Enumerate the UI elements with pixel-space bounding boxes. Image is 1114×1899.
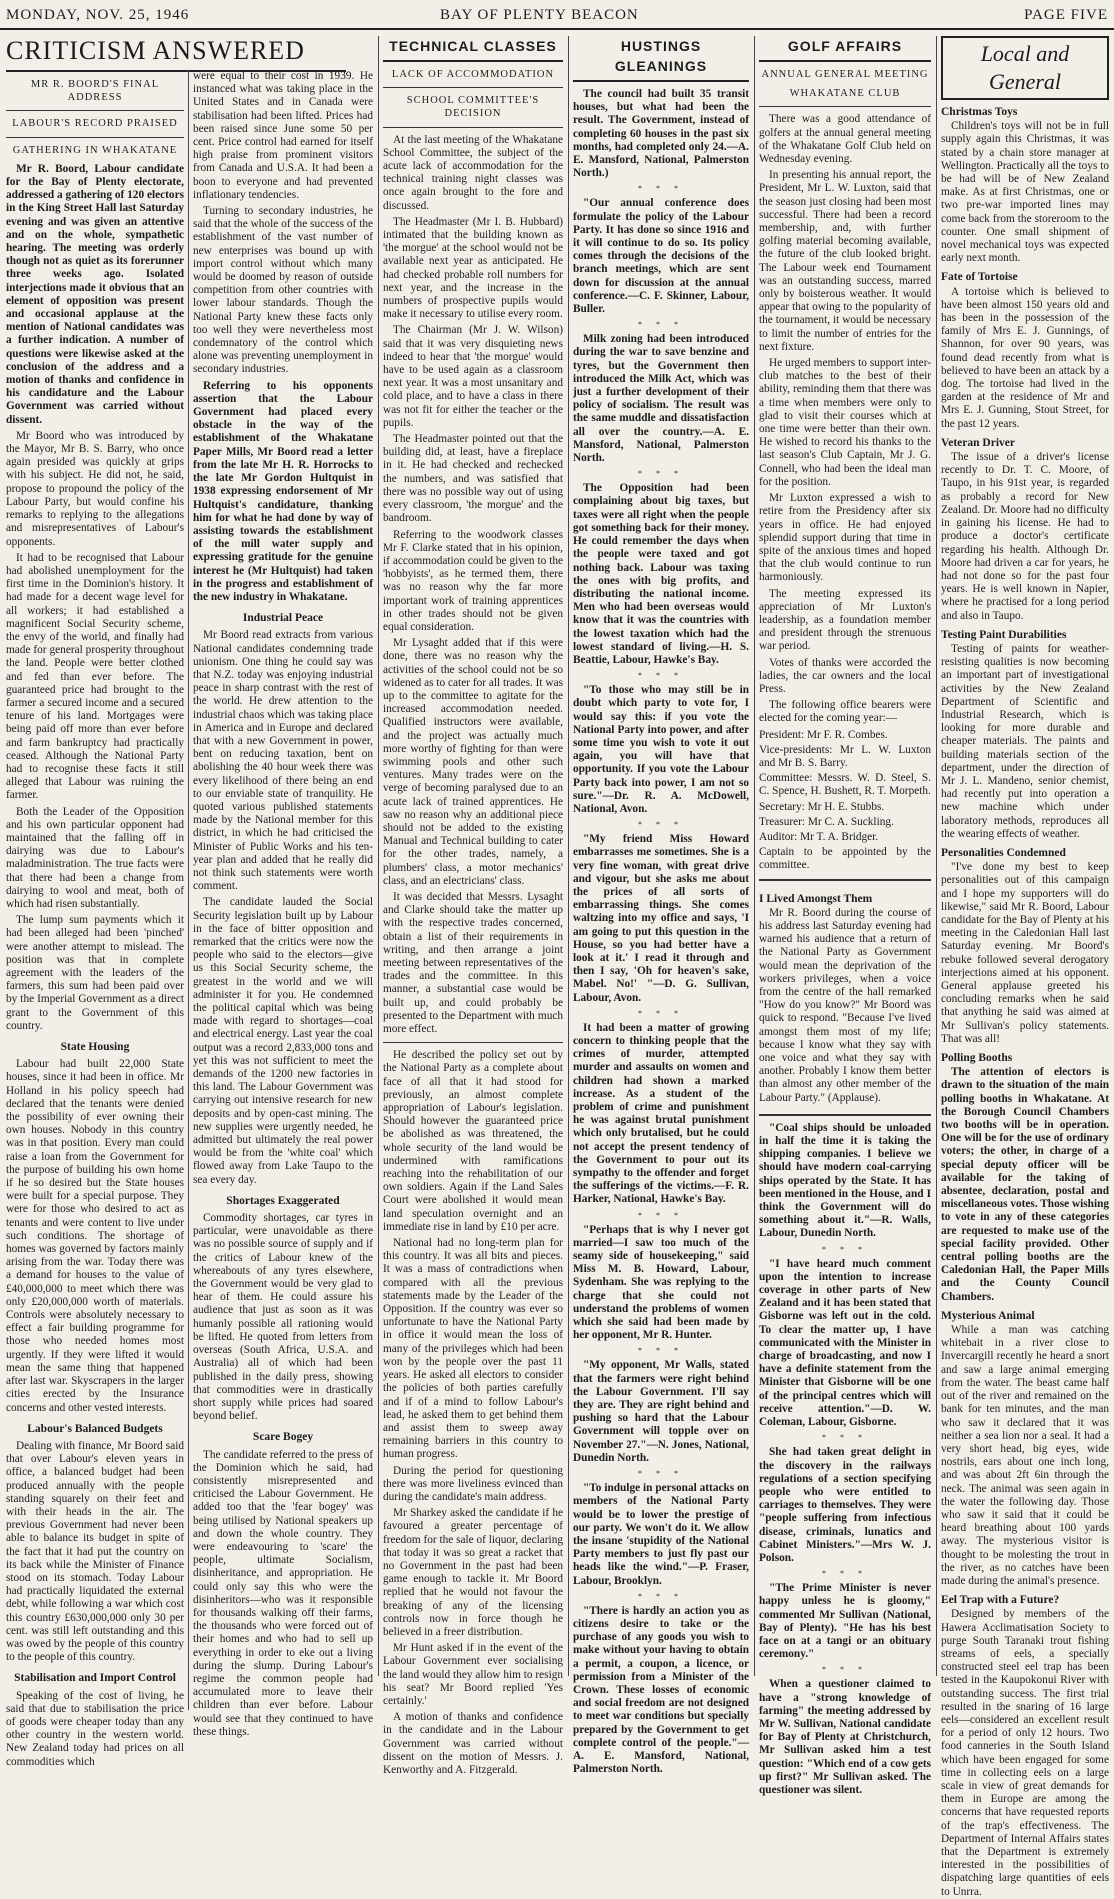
separator-stars: * * * <box>638 671 684 681</box>
separator-stars: * * * <box>638 184 684 194</box>
article-paragraph: During the period for questioning there was more liveliness evinced than during the candidate's main address. <box>383 1464 563 1503</box>
article-paragraph: A tortoise which is believed to have been almost 150 years old and has been in the possession of the family of Mrs E. J. Gunnings, of Shannon, for over 90 years, was found dead recently from what is believed to have been an attack by a dog. The tortoise had lived in the garden at the residence of Mr and Mrs E. J. Gunning, Stout Street, for the past 12 years. <box>941 285 1109 430</box>
subhead-shortages: Shortages Exaggerated <box>226 1194 340 1207</box>
article-paragraph: National had no long-term plan for this country. It was all bits and pieces. It was a mass of contradictions when compared with all the previous statements made by the Leader of the Opposition. If the country was ever so unfortunate to have the National Party in office it would mean the loss of many of the privileges which had been won by the people over the past 11 years. He asked all electors to consider the policies of both parties carefully and if of a mind to follow Labour's lead, he asked them to get behind them and assist them to sweep away remaining barriers in this country to human progress. <box>383 1237 563 1461</box>
article-divider <box>383 1042 563 1043</box>
separator-stars: * * * <box>638 320 684 330</box>
separator-stars: * * * <box>638 1210 684 1220</box>
article-paragraph: He urged members to support inter-club matches to the best of their ability, reminding them that there was a time when members were only to glad to visit their courses which at one time were better than their own. He wished to record his thanks to the last season's Club Captain, Mr J. G. Connell, who had been the ideal man for the position. <box>759 357 931 488</box>
subhead-christmas-toys: Christmas Toys <box>941 106 1018 118</box>
article-paragraph: The issue of a driver's license recently to Dr. T. C. Moore, of Taupo, in his 91st year, is regarded as probably a record for New Zealand. Dr. Moore had no difficulty in gaining his license. He had to produce a doctor's certificate regarding his health. Although Dr. Moore had driven a car for years, he had not done so for the past four years. He is well known in Napier, where he practised for a long period and also in Taupo. <box>941 451 1109 622</box>
quote-item: The council had built 35 transit houses, but what had been the result. The Government, instead of completing 60 houses in the past six months, had completed only 24.—A. E. Mansford, National, Palmerston North.) <box>573 88 749 180</box>
article-paragraph: While a man was catching whitebait in a river close to Invercargill recently he heard a snort and saw a large animal emerging from the water. The beast came half out of the river and remained on the bank for ten minutes, and the man who saw it declared that it was neither a sea lion nor a seal. It had a very short head, big eyes, wide nostrils, ears about one inch long, and was about 2ft 6in through the neck. The animal was seen again in the water the following day. Those who saw it said that it could be heard breathing about 100 yards away. The mysterious visitor is thought to be molesting the trout in the river, as no catches have been made during the animal's presence. <box>941 1324 1109 1587</box>
separator-stars: * * * <box>638 469 684 479</box>
column-rule <box>936 36 937 1676</box>
quote-item: "The Prime Minister is never happy unless he is gloomy," commented Mr Sullivan (National, Bay of Plenty). "He has his best face on at a tangi or an obituary ceremony." <box>759 1582 931 1661</box>
office-bearer: Captain to be appointed by the committee. <box>759 846 931 872</box>
office-bearer: Secretary: Mr H. E. Stubbs. <box>759 800 885 813</box>
quote-item: "To indulge in personal attacks on members of the National Party would be to lower the prestige of our party. We won't do it. We allow the insane 'stupidity of the National Party members to just fly past our heads like the wind."—P. Fraser, Labour, Brooklyn. <box>573 1482 749 1587</box>
column-rule <box>378 36 379 1676</box>
article-paragraph: Both the Leader of the Opposition and his own particular opponent had maintained that the falling off in dairying was due to Labour's maladministration. The true facts were that there had been a change from dairying to wool and meat, both of which had risen substantially. <box>6 805 184 910</box>
quote-item: She had taken great delight in the discovery in the railways regulations of a section specifying people who were entitled to carriages to themselves. They were "people suffering from infectious disease, criminals, lunatics and Cabinet Ministers."—Mrs W. J. Polson. <box>759 1446 931 1564</box>
headline-hustings-gleanings: HUSTINGS GLEANINGS <box>573 36 749 82</box>
article-paragraph: were equal to their cost in 1939. He instanced what was taking place in the United States and in Canada were stabilisation had been lifted. Prices had been raised since June some 50 per cent. Price control had earned for itself high praise from prominent visitors from Canada and U.S.A. It had been a boon to everyone and had prevented inflationary tendencies. <box>193 70 373 201</box>
article-paragraph: Commodity shortages, car tyres in particular, were unavoidable as there was no possible source of supply and if the critics of Labour knew of the whereabouts of any tyres elsewhere, the Government would be very glad to hear of them. He could assure his audience that just as soon as it was humanly possible all rationing would be lifted. He quoted from letters from overseas (South Africa, U.S.A. and Australia) all of which had been published in the daily press, showing that commodities were in drastically short supply while prices had soared beyond belief. <box>193 1212 373 1423</box>
column-rule <box>188 70 189 1710</box>
article-paragraph: Children's toys will not be in full supply again this Christmas, it was stated by a chain store manager at Wellington. Practically all the toys to be had will be of New Zealand make. As at first Christmas, one or two pre-war imported lines may come back from the storeroom to the counter. One small shipment of novel mechanical toys was expected early next month. <box>941 120 1109 265</box>
article-paragraph: At the last meeting of the Whakatane School Committee, the subject of the acute lack of accommodation for the technical training night classes was once again brought to the fore and discussed. <box>383 133 563 212</box>
office-bearer: President: Mr F. R. Combes. <box>759 728 888 741</box>
article-paragraph: Mr Luxton expressed a wish to retire from the Presidency after six years in office. He had enjoyed splendid support during that time in spite of the anxious times and hoped that the club would continue to run harmoniously. <box>759 492 931 584</box>
deck-whakatane-club: WHAKATANE CLUB <box>759 87 931 107</box>
article-paragraph: The Chairman (Mr J. W. Wilson) said that it was very disquieting news indeed to hear that 'the morgue' would have to be used again as a classroom next year. It was a most unsanitary and cold place, and to have a class in there was not fit for either the teacher or the pupils. <box>383 324 563 429</box>
column-rule <box>754 36 755 1676</box>
lead-paragraph: Mr R. Boord, Labour candidate for the Bay of Plenty electorate, addressed a gathering of 120 electors in the King Street Hall last Saturday evening and was given an attentive and on the whole, sympathetic hearing. The meeting was orderly though not as quiet as its forerunner three weeks ago. Isolated interjections made it obvious that an element of opposition was present and occasional applause at the mention of National candidates was a further indication. A number of questions were likewise asked at the conclusion of the address and a motion of thanks and confidence in his candidature and the Labour Government was carried without dissent. <box>6 162 184 426</box>
subhead-veteran-driver: Veteran Driver <box>941 436 1015 449</box>
office-bearer: Auditor: Mr T. A. Bridger. <box>759 830 879 843</box>
article-paragraph: Mr Sharkey asked the candidate if he favoured a greater percentage of freedom for the sale of liquor, declaring that today it was so great a racket that no Government in the past had been game enough to tackle it. Mr Boord replied that he would not favour the breaking of any of the licensing controls now in force though he believed in a freer distribution. <box>383 1507 563 1638</box>
newspaper-name: BAY OF PLENTY BEACON <box>440 7 639 23</box>
article-paragraph: Mr Boord who was introduced by the Mayor, Mr B. S. Barry, who once again presided was quickly at grips with his subject. He did not, he said, propose to propound the policy of the Labour Party, but would confine his remarks to replying to the allegations and misrepresentatives of Labour's opponents. <box>6 429 184 548</box>
deck-record-praised: LABOUR'S RECORD PRAISED <box>6 117 184 137</box>
quote-item: "I have heard much comment upon the intention to increase coverage in other parts of New Zealand and it has been stated that Gisborne was left out in the cold. To clear the matter up, I have communicated with the Minister in charge of broadcasting, and now I have a definite statement from the Minister that Gisborne will be one of the principal centres which will receive attention."—D. W. Coleman, Labour, Gisborne. <box>759 1257 931 1429</box>
article-paragraph: Designed by members of the Hawera Acclimatisation Society to purge South Taranaki trout fishing streams of eels, a specially constructed steel eel trap has been tested in the Kaupokonui River with outstanding success. The first trial resulted in the snaring of 16 large eels—considered an excellent result for a period of only 12 hours. Two food canneries in the South Island which have been engaged for some time in collecting eels on a large scale in view of great demands for them in Europe are among the concerns that have requested reports of the trap's effectiveness. The Department of Internal Affairs states that the Department is extremely interested in the possibilities of dispatching large quantities of eels to Unrra. <box>941 1608 1109 1898</box>
separator-stars: * * * <box>822 1569 868 1579</box>
subhead-industrial-peace: Industrial Peace <box>242 612 324 625</box>
deck-gathering: GATHERING IN WHAKATANE <box>12 144 178 156</box>
article-paragraph: The candidate referred to the press of the Dominion which he said, had consistently misrepresented and criticised the Labour Government. He added too that the 'fear bogey' was being utilised by National speakers up and down the whole country. They were endeavouring to 'scare' the people, ultimate Socialism, disinheritance, and appropriation. He could only say this who were the disinheritors—who was it responsible for thousands walking off their farms, the thousands who were forced out of their homes and who had to sell up everything in order to eke out a living during the slump. During Labour's regime the common people had accumulated more to leave their children than ever before. Labour would see that they continued to have these things. <box>193 1448 373 1738</box>
masthead <box>0 0 1114 30</box>
subhead-polling-booths: Polling Booths <box>941 1052 1013 1065</box>
office-bearer: Treasurer: Mr C. A. Suckling. <box>759 815 894 828</box>
article-paragraph: The following office bearers were elected for the coming year:— <box>759 699 931 725</box>
subhead-stabilisation: Stabilisation and Import Control <box>14 1672 176 1685</box>
article-paragraph: It had to be recognised that Labour had abolished unemployment for the first time in the Dominion's history. It had made for a decent wage level for all workers; it had established a magnificent Social Security scheme, the envy of the world, and finally had made for general prosperity throughout the land. People were better clothed and fed than ever before. The guaranteed price had brought to the farmer a secured income and a secured tenure of his land. Mortgages were being paid off more than ever before and farm bankruptcy had practically ceased. Although the National Party had to recognise these facts it still alleged that Labour was ruining the farmer. <box>6 551 184 802</box>
article-paragraph: Dealing with finance, Mr Boord said that over Labour's eleven years in office, a balanced budget had been produced annually with the people standing squarely on their feet and with their heads in the air. The previous Government had never been able to balance its budget in spite of the fact that it had put the country on its back while the Minister of Finance stood on its stomach. Today Labour had practically liquidated the external debt, while following a war which cost this country £630,000,000 only 30 per cent. was still left outstanding and this was owed by the people of this country to the people of this country. <box>6 1439 184 1664</box>
separator-stars: * * * <box>822 1665 868 1675</box>
quote-item: "Coal ships should be unloaded in half the time it is taking the shipping companies. I believe we should have modern coal-carrying ships operated by the State. It has been mentioned in the House, and I think the Government will do something about it."—R. Walls, Labour, Dunedin North. <box>759 1121 931 1240</box>
article-paragraph: Testing of paints for weather-resisting qualities is now becoming an important part of investigational activities by the New Zealand Department of Scientific and Industrial Research, which is looking for more durable and cheaper materials. The paints and building materials section of the department, under the direction of Mr J. L. Mandeno, senior chemist, had recently put into operation a new machine which under laboratory methods, reproduces all the wearing effects of weather. <box>941 642 1109 840</box>
article-paragraph: It was decided that Messrs. Lysaght and Clarke should take the matter up with the respective trades concerned, obtain a list of their requirements in writing, and then arrange a joint meeting between representatives of the trades and the committee. In this manner, a substantial case would be built up, and could probably be presented to the Department with much more effect. <box>383 890 563 1036</box>
subhead-balanced-budgets: Labour's Balanced Budgets <box>27 1422 163 1435</box>
quote-item: "Our annual conference does formulate the policy of the Labour Party. It has done so since 1916 and it will continue to do so. Its policy comes through the decisions of the branch meetings, which are sent down for discussion at the annual conference.—C. F. Skinner, Labour, Buller. <box>573 197 749 316</box>
office-bearer: Vice-presidents: Mr L. W. Luxton and Mr B. S. Barry. <box>759 743 931 769</box>
subhead-eel-trap: Eel Trap with a Future? <box>941 1594 1060 1607</box>
subhead-fate-of-tortoise: Fate of Tortoise <box>941 271 1018 284</box>
separator-stars: * * * <box>822 1433 868 1443</box>
column-hustings-gleanings <box>573 36 749 1776</box>
article-paragraph: Mr Hunt asked if in the event of the Labour Government ever socialising the land would they allow him to resign his seat? Mr Boord replied 'Yes certainly.' <box>383 1642 563 1707</box>
article-paragraph: Labour had built 22,000 State houses, since it had been in office. Mr Holland in his policy speech had declared that the tenants were denied the possibility of ever owning their own houses. Nobody in this country was in that position. Every man could raise a loan from the Government for the purpose of building his own home if he so desired but the State houses were built for a special purpose. They were for those who desired to act as tenants and were content to live under such conditions. The shortage of homes was governed by factors mainly arising from the war. Today there was a demand for houses to the value of £40,000,000 to meet which there was only £20,000,000 worth of materials. Controls were absolutely necessary to effect a fair building programme for those who needed homes most urgently. If they were lifted it would mean the same thing that happened after last war. Skyscrapers in the larger cities erected by the Insurance concerns and other vested interests. <box>6 1058 184 1414</box>
headline-local-and-general: Local and General <box>941 36 1109 100</box>
subhead-personalities-condemned: Personalities Condemned <box>941 846 1066 859</box>
article-paragraph: Mr R. Boord during the course of his address last Saturday evening had warned his audience that a return of the National Party as Government would mean the deprivation of the workers privileges, when a voice from the centre of the hall remarked "How do you know?" Mr Boord was quick to respond. "Because I've lived amongst them most of my life; because I know what they say with one voice and what they say with another. Probably I know them better than almost any other member of the Labour Party." (Applause). <box>759 906 931 1104</box>
subhead-state-housing: State Housing <box>60 1041 130 1054</box>
article-paragraph: The Headmaster (Mr I. B. Hubbard) intimated that the building known as 'the morgue' at the school would not be available next year as anticipated. He had checked probable roll numbers for next year, and the increase in the numbers of prospective pupils would make it necessary to utilise every room. <box>383 215 563 321</box>
article-paragraph: Mr Boord read extracts from various National candidates condemning trade unionism. One thing he could say was that N.Z. today was enjoying industrial peace in sharp contrast with the rest of the world. He drew attention to the industrial chaos which was taking place in America and in Europe and declared that with a new Government in power, bent on reducing taxation, bent on abolishing the 40 hour week there was every likelihood of there being an end to our enviable state of tranquility. He quoted various published statements made by the National member for this district, in which he had criticised the Minister of Public Works and his ten-year plan and added that he really did not think such statements were worth comment. <box>193 629 373 893</box>
separator-stars: * * * <box>638 820 684 830</box>
separator-stars: * * * <box>822 1244 868 1254</box>
column-local-and-general <box>941 36 1110 1898</box>
separator-stars: * * * <box>638 1469 684 1479</box>
article-paragraph: He described the policy set out by the National Party as a complete about face of all that it had stood for previously, an almost complete appropriation of Labour's legislation. Should however the guaranteed price be abolished as was threatened, the whole security of the land would be undermined with ramifications reaching into the rehabilitation of our own soldiers. Again if the Land Sales Court were abolished it would mean land speculation overnight and an immediate rise in land by £10 per acre. <box>383 1049 563 1233</box>
quote-item: "Perhaps that is why I never got married—I saw too much of the seamy side of housekeeping," said Miss M. B. Howard, Labour, Sydenham. She was replying to the charge that she could not understand the problems of women which she said had been made by her opponent, Mr R. Hunter. <box>573 1223 749 1342</box>
deck-final-address: MR R. BOORD'S FINAL ADDRESS <box>6 78 184 111</box>
quote-item: "My friend Miss Howard embarrasses me sometimes. She is a very fine woman, with great drive and vigour, but she asks me about the prices of all sorts of embarrassing things. She comes waltzing into my office and says, 'I am going to put this question in the House, so you had better have a look at it.' I read it through and then I say, 'Oh for heaven's sake, Mabel. No!' "—D. G. Sullivan, Labour, Avon. <box>573 833 749 1004</box>
quote-item: "There is hardly an action you as citizens desire to take or the purchase of any goods you wish to make without your having to obtain a permit, a coupon, a licence, or permission from a Minister of the Crown. These losses of economic and social freedom are not designed to meet war conditions but specially prepared by the Government to get complete control of the people."—A. E. Mansford, National, Palmerston North. <box>573 1604 749 1776</box>
quote-item: Milk zoning had been introduced during the war to save benzine and tyres, but the Government then introduced the Milk Act, which was just a further development of their policy of socialism. The result was the same muddle and dissatisfaction all over the country.—A. E. Mansford, National, Palmerston North. <box>573 333 749 465</box>
article-paragraph: The candidate lauded the Social Security legislation built up by Labour in the face of bitter opposition and remarked that the critics were now the people who said to the electors—give us this Social Security scheme, the greatest in the world and we will administer it for you. He condemned the political capital which was being made with regard to shortages—coal and electrical energy. Last year the coal output was a record 2,833,000 tons and yet this was not sufficient to meet the demands of the 1200 new factories in this land. The Labour Government was carrying out intensive research for new deposits and by open-cast mining. The new supplies were urgently needed, he admitted but ultimately the real power would be from the 'white coal' which flowed away from Lake Taupo to the sea every day. <box>193 896 373 1186</box>
column-golf-affairs <box>759 36 931 1796</box>
quote-item: When a questioner claimed to have a "strong knowledge of farming" the meeting addressed by Mr W. Sullivan, National candidate for Bay of Plenty at Christchurch, Mr Sullivan asked him a test question: "Which end of a cow gets up first?" Mr Sullivan asked. The questioner was silent. <box>759 1678 931 1796</box>
quote-item: "To those who may still be in doubt which party to vote for, I would say this: if you vote the National Party into power, and after some time you wish to vote it out again, you will have that opportunity. If you vote the Labour Party back into power, I am not so sure."—Dr. R. A. McDowell, National, Avon. <box>573 684 749 815</box>
separator-stars: * * * <box>638 1346 684 1356</box>
column-criticism-continued <box>193 70 373 1738</box>
subhead-testing-paint: Testing Paint Durabilities <box>941 628 1067 641</box>
quote-item: "My opponent, Mr Walls, stated that the farmers were right behind the Labour Government. I'll say they are. They are right behind and pushing so hard that the Labour Government will topple over on November 27."—N. Jones, National, Dunedin North. <box>573 1359 749 1464</box>
article-paragraph: Speaking of the cost of living, he said that due to stabilisation the price of goods were cheaper today than any other country in the western world. New Zealand today had prices on all commodities which <box>6 1689 184 1768</box>
headline-golf-affairs: GOLF AFFAIRS <box>759 36 931 62</box>
deck-annual-meeting: ANNUAL GENERAL MEETING <box>761 69 929 80</box>
subhead-lived-amongst-them: I Lived Amongst Them <box>759 892 873 905</box>
separator-stars: * * * <box>638 1591 684 1601</box>
article-paragraph: The Headmaster pointed out that the building did, at least, have a fireplace in it. He had checked and rechecked the numbers, and was satisfied that there was no possible way out of using every classroom, 'the morgue' and the bandroom. <box>383 433 563 525</box>
subhead-scare-bogey: Scare Bogey <box>252 1431 314 1444</box>
article-paragraph: There was a good attendance of golfers at the annual general meeting of the Whakatane Golf Club held on Wednesday evening. <box>759 113 931 166</box>
article-paragraph: The attention of electors is drawn to the situation of the main polling booths in Whakatane. At the Borough Council Chambers two booths will be in operation. One will be for the use of ordinary voters; the other, in charge of a special deputy officer will be available for the taking of absentee, declaration, postal and miscellaneous votes. Those wishing to vote in any of these categories are requested to make use of the special facility provided. Other central polling booths are the Caledonian Hall, the Paper Mills and the County Council Chambers. <box>941 1066 1110 1303</box>
separator-stars: * * * <box>638 1008 684 1018</box>
headline-criticism-answered: CRITICISM ANSWERED <box>6 36 346 72</box>
subhead-mysterious-animal: Mysterious Animal <box>941 1309 1035 1322</box>
column-rule <box>568 36 569 1676</box>
article-paragraph: In presenting his annual report, the President, Mr L. W. Luxton, said that the season just closing had been most successful. There had been a record membership, and, with further golfing material becoming available, the future of the club looked bright. The Labour week end Tournament was an outstanding success, marred only by boisterous weather. It would appear that owing to the popularity of the tournament, it would be necessary to limit the number of entries for the next fixture. <box>759 169 931 353</box>
article-paragraph: "I've done my best to keep personalities out of this campaign and I hope my supporters will do likewise," said Mr R. Boord, Labour candidate for the Bay of Plenty at his meeting in the Caledonian Hall last Saturday evening. Mr Boord's rebuke followed several derogatory interjections aimed at his opponent. General applause greeted his concluding remarks when he said that anything he said was aimed at Mr Sullivan's policy statements. That was all! <box>941 861 1109 1045</box>
article-paragraph: Mr Lysaght added that if this were done, there was no reason why the activities of the school could not be so widened as to cater for all trades. It was up to the committee to agitate for the increased accommodation needed. Qualified instructors were available, and the project was actually much more worthy of fighting for than were swimming pools and other such ventures. Many trades were on the verge of becoming paralysed due to an acute lack of trained apprentices. He saw no reason why an additional piece should not be added to the existing Manual and Technical building to cater for the other trades, namely, a plumbers' class, a motor mechanics' class, and an electricians' class. <box>383 637 563 887</box>
quote-item: The Opposition had been complaining about big taxes, but taxes were all right when the people got something back for their money. He could remember the days when the people were taxed and got nothing back. Labour was taxing the ones with big profits, and distributing the national income. Men who had been overseas would know that it was the countries with the lowest taxation which had the lowest standard of living.—H. S. Beattie, Labour, Hawke's Bay. <box>573 482 749 666</box>
article-paragraph: Votes of thanks were accorded the ladies, the car owners and the local Press. <box>759 656 931 695</box>
quote-item: It had been a matter of growing concern to thinking people that the crimes of murder, attempted murder and assaults on women and children had shown a marked increase. As a student of the problem of crime and punishment he was against brutal punishment which only brutalised, but he could not accept the present tendency of the Government to pour out its sympathy to the offender and forget the sufferings of the victims.—F. R. Harker, National, Hawke's Bay. <box>573 1021 749 1206</box>
article-paragraph: The meeting expressed its appreciation of Mr Luxton's leadership, as a foundation member and president through the strenuous war period. <box>759 587 931 653</box>
article-paragraph: Referring to his opponents assertion that the Labour Government had placed every obstacle in the way of the establishment of the Whakatane Paper Mills, Mr Boord read a letter from the late Mr H. R. Horrocks to the late Mr Gordon Hultquist in 1938 expressing endorsement of Mr Hultquist's candidature, thanking him for what he had done by way of assisting towards the establishment of the mill water supply and expressing gratitude for the genuine interest he (Mr Hultquist) had taken in the progress and establishment of the new industry in Whakatane. <box>193 379 373 603</box>
column-technical-classes <box>383 36 563 1776</box>
page-number: PAGE FIVE <box>1024 7 1108 23</box>
deck-lack-accommodation: LACK OF ACCOMMODATION <box>383 68 563 88</box>
article-paragraph: Referring to the woodwork classes Mr F. Clarke stated that in his opinion, if accommodation could be given to the 'hobbyists', as he termed them, there was no reason why the far more important work of training apprentices in other trades should not be given equal consideration. <box>383 528 563 633</box>
issue-date: MONDAY, NOV. 25, 1946 <box>6 7 190 23</box>
article-paragraph: The lump sum payments which it had been alleged had been 'pinched' were another attempt to mislead. The position was that in complete agreement with the leaders of the farmers, this sum had been paid over by the Imperial Government as a direct grant to the Government of this country. <box>6 914 184 1032</box>
office-bearer: Committee: Messrs. W. D. Steel, S. C. Spence, H. Bushett, R. T. Morpeth. <box>759 772 931 798</box>
headline-technical-classes: TECHNICAL CLASSES <box>383 36 563 62</box>
deck-committee-decision: SCHOOL COMMITTEE'S DECISION <box>383 94 563 127</box>
article-paragraph: Turning to secondary industries, he said that the whole of the success of the establishment of the vast number of new enterprises was bound up with import control without which many would be doomed by reason of outside competition from other countries with lower labour standards. Though the National Party knew these facts only too well they were nevertheless most condemnatory of the control which alone was preventing unemployment in secondary industries. <box>193 205 373 376</box>
article-paragraph: A motion of thanks and confidence in the candidate and in the Labour Government was carried without dissent on the motion of Messrs. J. Kenworthy and A. Fitzgerald. <box>383 1711 563 1776</box>
office-bearers-list <box>759 729 931 873</box>
